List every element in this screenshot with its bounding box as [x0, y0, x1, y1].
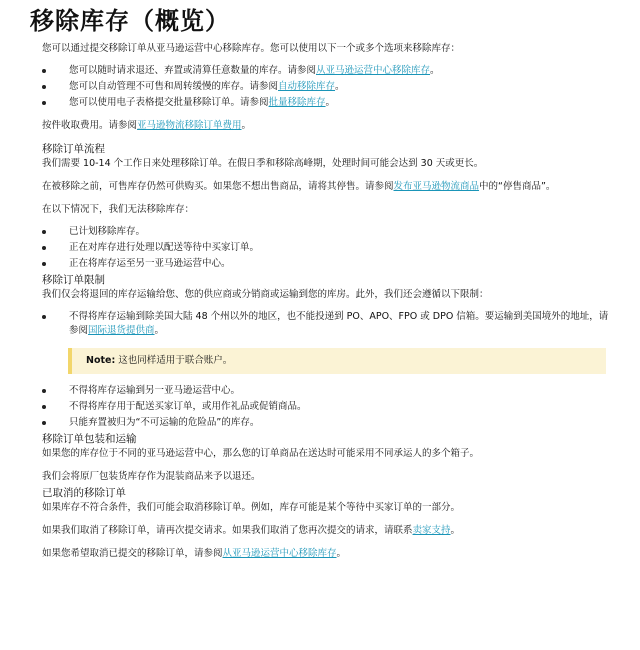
- packaging-heading: 移除订单包装和运输: [42, 433, 137, 445]
- remove-inventory-link-2[interactable]: 从亚马逊运营中心移除库存: [222, 548, 337, 559]
- limits-paragraph: 我们仅会将退回的库存运输给您、您的供应商或分销商或运输到您的库房。此外，我们还会遵循以下限制：: [42, 289, 489, 300]
- auto-removal-link[interactable]: 自动移除库存: [278, 81, 336, 92]
- cases-list: [0, 225, 640, 271]
- limits-list: [0, 310, 640, 338]
- cancelled-paragraph: 如果我们取消了移除订单，请再次提交请求。如果我们取消了您再次提交的请求，请联系卖家支持。: [42, 525, 461, 536]
- removal-fee-link[interactable]: 亚马逊物流移除订单费用: [137, 120, 242, 131]
- cancelled-paragraph: 如果您希望取消已提交的移除订单，请参阅从亚马逊运营中心移除库存。: [42, 548, 347, 559]
- list-item: 只能弃置被归为“不可运输的危险品”的库存。: [42, 416, 610, 430]
- list-fba-products-link[interactable]: 发布亚马逊物流商品: [393, 181, 480, 192]
- note-box: [68, 348, 606, 374]
- note-label: Note:: [86, 355, 116, 366]
- list-item: 不得将库存用于配送买家订单，或用作礼品或促销商品。: [42, 400, 610, 414]
- options-list: [0, 64, 640, 110]
- limits-list-more: [0, 384, 640, 430]
- list-item: 正在对库存进行处理以配送等待中买家订单。: [42, 241, 610, 255]
- list-item: 您可以自动管理不可售和周转缓慢的库存。请参阅自动移除库存。: [42, 80, 610, 94]
- note-text: 这也同样适用于联合账户。: [118, 355, 233, 366]
- intl-returns-provider-link[interactable]: 国际退货提供商: [88, 325, 155, 336]
- cancelled-paragraph: 如果库存不符合条件，我们可能会取消移除订单。例如，库存可能是某个等待中买家订单的一部分。: [42, 502, 461, 513]
- limits-heading: 移除订单限制: [42, 274, 105, 286]
- fee-text: 按件收取费用。请参阅亚马逊物流移除订单费用。: [42, 120, 252, 131]
- list-item: 已计划移除库存。: [42, 225, 610, 239]
- intro-text: 您可以通过提交移除订单从亚马逊运营中心移除库存。您可以使用以下一个或多个选项来移除库存：: [42, 43, 461, 54]
- process-paragraph: 我们需要 10-14 个工作日来处理移除订单。在假日季和移除高峰期，处理时间可能会达到 30 天或更长。: [42, 158, 484, 169]
- page-title: 移除库存（概览）: [30, 7, 230, 35]
- process-paragraph: 在以下情况下，我们无法移除库存：: [42, 204, 195, 215]
- bulk-removal-link[interactable]: 批量移除库存: [268, 97, 326, 108]
- list-item: 您可以使用电子表格提交批量移除订单。请参阅批量移除库存。: [42, 96, 610, 110]
- process-paragraph: 在被移除之前，可售库存仍然可供购买。如果您不想出售商品，请将其停售。请参阅发布亚马逊物流商品中的“停售商品”。: [42, 181, 556, 192]
- list-item: 不得将库存运输到除美国大陆 48 个州以外的地区，也不能投递到 PO、APO、FPO 或 DPO 信箱。要运输到美国境外的地址，请参阅国际退货提供商。: [42, 310, 610, 338]
- list-item: 正在将库存运至另一亚马逊运营中心。: [42, 257, 610, 271]
- list-item: 不得将库存运输到另一亚马逊运营中心。: [42, 384, 610, 398]
- remove-inventory-link[interactable]: 从亚马逊运营中心移除库存: [316, 65, 431, 76]
- process-heading: 移除订单流程: [42, 143, 105, 155]
- seller-support-link[interactable]: 卖家支持: [412, 525, 451, 536]
- packaging-paragraph: 我们会将原厂包装货库存作为混装商品来予以退还。: [42, 471, 261, 482]
- list-item: 您可以随时请求退还、弃置或清算任意数量的库存。请参阅从亚马逊运营中心移除库存。: [42, 64, 610, 78]
- cancelled-heading: 已取消的移除订单: [42, 487, 126, 499]
- packaging-paragraph: 如果您的库存位于不同的亚马逊运营中心，那么您的订单商品在送达时可能采用不同承运人的多个箱子。: [42, 448, 480, 459]
